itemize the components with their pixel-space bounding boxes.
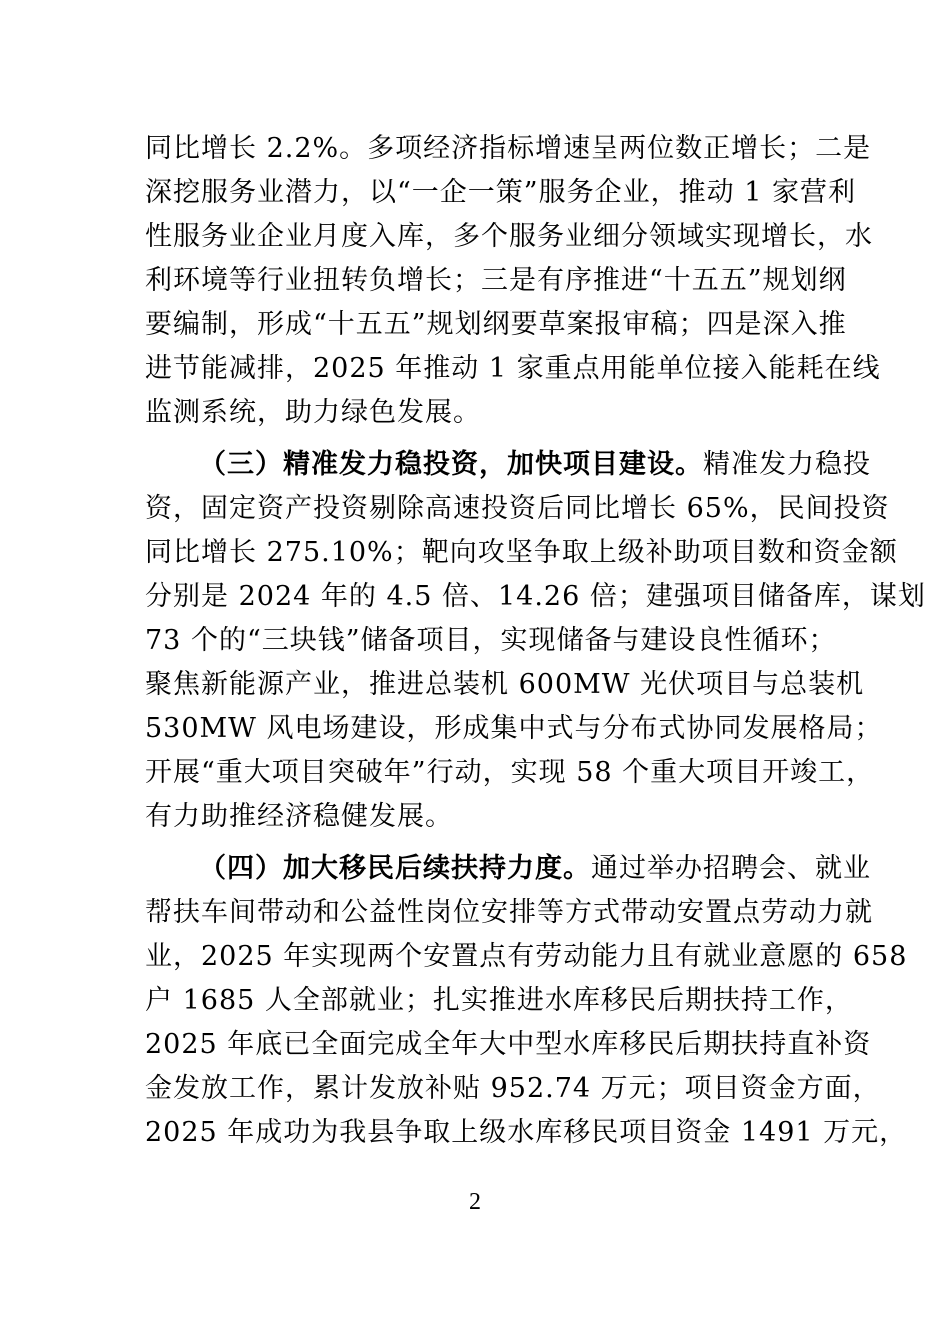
body-text-line: 金发放工作，累计发放补贴 952.74 万元；项目资金方面，	[145, 1073, 881, 1104]
body-text-fragment: 通过举办招聘会、就业	[591, 853, 871, 884]
body-text-line: 进节能减排，2025 年推动 1 家重点用能单位接入能耗在线	[145, 353, 881, 384]
body-text-line: 深挖服务业潜力，以“一企一策”服务企业，推动 1 家营利	[145, 177, 856, 208]
body-text-line: 业，2025 年实现两个安置点有劳动能力且有就业意愿的 658	[145, 941, 908, 972]
body-text-line: 要编制，形成“十五五”规划纲要草案报审稿；四是深入推	[145, 309, 847, 340]
body-text-line: 530MW 风电场建设，形成集中式与分布式协同发展格局；	[145, 713, 883, 744]
body-text-line: 同比增长 2.2%。多项经济指标增速呈两位数正增长；二是	[145, 133, 872, 164]
body-text-line: 监测系统，助力绿色发展。	[145, 397, 481, 428]
body-text-line: 帮扶车间带动和公益性岗位安排等方式带动安置点劳动力就	[145, 897, 873, 928]
body-text-line: 开展“重大项目突破年”行动，实现 58 个重大项目开竣工，	[145, 757, 875, 788]
section-three-first-line	[199, 443, 871, 487]
body-text-line: 资，固定资产投资剔除高速投资后同比增长 65%，民间投资	[145, 493, 890, 524]
body-text-line: 有力助推经济稳健发展。	[145, 801, 453, 832]
section-four-first-line	[199, 847, 871, 891]
body-text-line: 2025 年底已全面完成全年大中型水库移民后期扶持直补资	[145, 1029, 872, 1060]
body-text-line: 聚焦新能源产业，推进总装机 600MW 光伏项目与总装机	[145, 669, 865, 700]
body-text-fragment: 精准发力稳投	[703, 449, 871, 480]
section-four-heading: （四）加大移民后续扶持力度。	[199, 853, 591, 884]
body-text-line: 同比增长 275.10%；靶向攻坚争取上级补助项目数和资金额	[145, 537, 898, 568]
page-number: 2	[469, 1189, 481, 1215]
body-text-line: 利环境等行业扭转负增长；三是有序推进“十五五”规划纲	[145, 265, 847, 296]
section-three-heading: （三）精准发力稳投资，加快项目建设。	[199, 449, 703, 480]
body-text-line: 73 个的“三块钱”储备项目，实现储备与建设良性循环；	[145, 625, 837, 656]
body-text-line: 性服务业企业月度入库，多个服务业细分领域实现增长，水	[145, 221, 873, 252]
body-text-line: 分别是 2024 年的 4.5 倍、14.26 倍；建强项目储备库，谋划	[145, 581, 926, 612]
body-text-line: 2025 年成功为我县争取上级水库移民项目资金 1491 万元，	[145, 1117, 908, 1148]
body-text-line: 户 1685 人全部就业；扎实推进水库移民后期扶持工作，	[145, 985, 853, 1016]
